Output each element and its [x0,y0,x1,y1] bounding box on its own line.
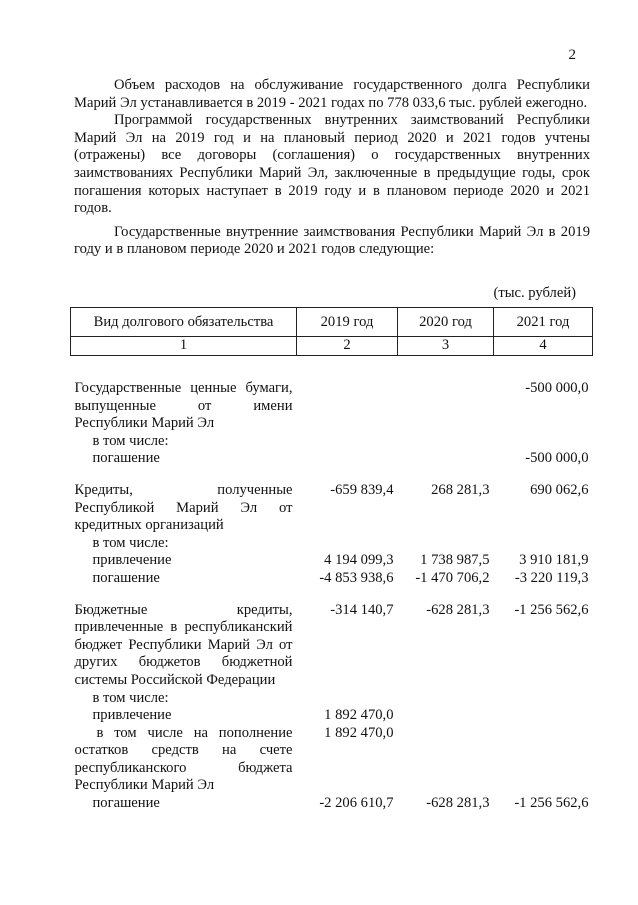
table-row [71,450,593,468]
table-row [71,690,593,708]
row-label-repayment: погашение [92,795,160,812]
value-cell: -500 000,0 [525,380,589,396]
borrowings-table [70,307,593,813]
header-2019: 2019 год [297,308,398,337]
value-cell [494,725,593,795]
value-cell: -314 140,7 [330,601,394,618]
value-cell: 690 062,6 [530,481,589,498]
table-row [71,433,593,451]
table-row [71,707,593,725]
value-cell: 1 892 470,0 [324,724,394,741]
value-cell: -1 256 562,6 [514,601,589,618]
table-header-row [71,308,593,337]
row-label-repayment: погашение [92,569,160,586]
row-label-including: в том числе: [92,534,169,551]
row-label-attraction: привлечение [92,707,172,724]
row-label-credit-organizations: Кредиты, полученные Республикой Марий Эл от кредитных организаций [74,481,293,534]
index-cell: 4 [494,337,593,356]
value-cell [398,707,494,725]
value-cell [297,450,398,468]
value-cell: 1 738 987,5 [420,552,490,569]
paragraph-program: Программой государственных внутренних заимствований Республики Марий Эл на 2019 год и на плановый период 2020 и 2021 годов учтены (отражены) все договоры (соглашения) о государственных внутренних заимствованиях Республики Марий Эл, заключенные в предыдущие годы, срок погашения которых наступает в 2019 году и в плановом периоде 2020 и 2021 годов. [74,112,590,217]
table-row [71,795,593,813]
value-cell: 4 194 099,3 [324,552,394,569]
value-cell [398,356,494,433]
row-label-repayment: погашение [92,450,160,467]
table-row [71,725,593,795]
value-cell [494,707,593,725]
header-obligation-type: Вид долгового обязательства [71,308,297,337]
value-cell: -1 256 562,6 [514,795,589,812]
header-2020: 2020 год [398,308,494,337]
value-cell: -1 470 706,2 [415,569,490,586]
index-cell: 3 [398,337,494,356]
table-row [71,570,593,588]
value-cell [297,356,398,433]
body-text [74,77,590,259]
table-row [71,588,593,690]
row-label-securities: Государственные ценные бумаги, выпущенные от имени Республики Марий Эл [74,380,293,432]
value-cell: -4 853 938,6 [319,569,394,586]
paragraph-borrowings-intro: Государственные внутренние заимствования Республики Марий Эл в 2019 году и в плановом периоде 2020 и 2021 годов следующие: [74,223,590,258]
table-row [71,552,593,570]
table-row [71,356,593,433]
value-cell: -3 220 119,3 [514,569,589,586]
value-cell: -628 281,3 [426,795,490,812]
value-cell [398,725,494,795]
index-cell: 1 [71,337,297,356]
row-label-attraction: привлечение [92,552,172,569]
value-cell: -659 839,4 [330,481,394,498]
value-cell [398,450,494,468]
value-cell: -500 000,0 [525,450,589,467]
header-2021: 2021 год [494,308,593,337]
index-cell: 2 [297,337,398,356]
table-index-row [71,337,593,356]
row-label-including: в том числе: [92,689,169,706]
row-label-replenishment: в том числе на пополнение остатков средств на счете республиканского бюджета Республики Марий Эл [74,724,293,794]
value-cell: 1 892 470,0 [324,707,394,724]
paragraph-service-costs: Объем расходов на обслуживание государственного долга Республики Марий Эл устанавливается в 2019 - 2021 годах по 778 033,6 тыс. рублей ежегодно. [74,77,590,111]
value-cell: 3 910 181,9 [519,552,589,569]
row-label-including: в том числе: [92,432,169,449]
page-number: 2 [568,47,576,63]
value-cell: -628 281,3 [426,601,490,618]
value-cell: 268 281,3 [431,481,490,498]
value-cell: -2 206 610,7 [319,795,394,812]
units-label: (тыс. рублей) [493,285,576,301]
row-label-budget-credits: Бюджетные кредиты, привлеченные в республиканский бюджет Республики Марий Эл от других бюджетов бюджетной системы Российской Федерации [74,601,293,688]
table-row [71,535,593,553]
table-row [71,468,593,535]
